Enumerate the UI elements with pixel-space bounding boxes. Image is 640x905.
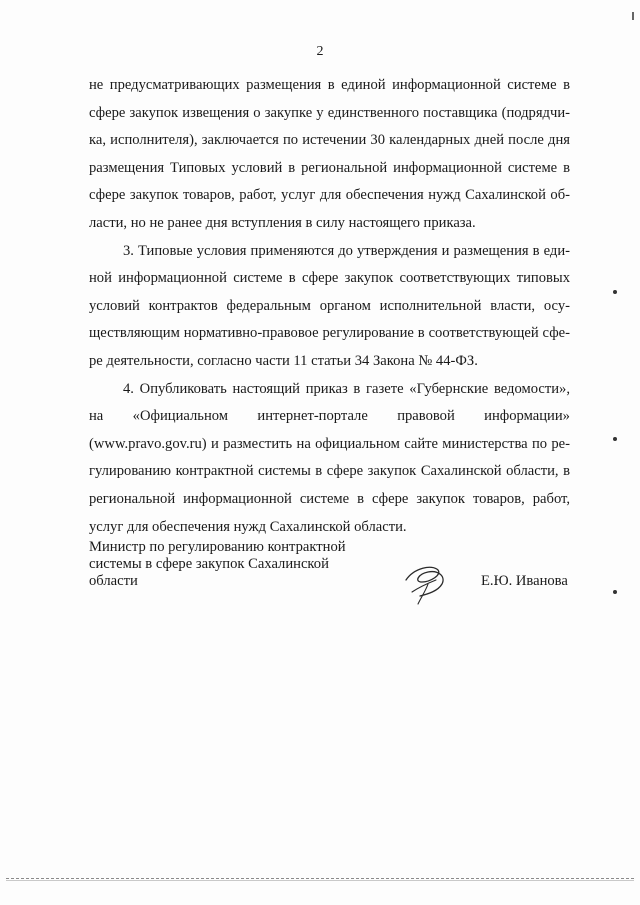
text-line: размещения Типовых условий в региональной информационной системе в (89, 159, 570, 176)
word: на (89, 408, 104, 425)
signer-position-line: системы в сфере закупок Сахалинской (89, 556, 329, 572)
text-line: ласти, но не ранее дня вступления в силу настоящего приказа. (89, 214, 476, 231)
signer-position (89, 539, 389, 590)
paragraph-item-3 (89, 238, 570, 376)
text-line: ной информационной системе в сфере закупок соответствующих типовых (89, 270, 570, 287)
page-bottom-rule (6, 880, 634, 881)
text-line: региональной информационной системе в сфере закупок товаров, работ, (89, 490, 570, 507)
text-line: не предусматривающих размещения в единой информационной системе в (89, 77, 570, 93)
signer-name: Е.Ю. Иванова (481, 573, 568, 589)
word: правовой (397, 408, 455, 425)
page-number: 2 (316, 44, 324, 59)
handwritten-signature (392, 558, 454, 606)
text-line: сфере закупок извещения о закупке у единственного поставщика (подрядчи- (89, 104, 570, 121)
document-body (89, 72, 570, 541)
scan-speck (613, 590, 617, 594)
text-line: 3. Типовые условия применяются до утверждения и размещения в еди- (123, 242, 570, 259)
word: интернет-портале (257, 408, 368, 425)
word: «Официальном (132, 408, 229, 425)
page-bottom-rule (6, 878, 634, 879)
text-line: ка, исполнителя), заключается по истечении 30 календарных дней после дня (89, 132, 570, 149)
text-line (89, 403, 570, 431)
scan-edge-mark (632, 12, 634, 20)
text-line: ществляющим нормативно-правовое регулирование в соответствующей сфе- (89, 325, 570, 342)
signer-position-line: области (89, 573, 138, 589)
text-line: гулированию контрактной системы в сфере закупок Сахалинской области, в (89, 463, 570, 480)
text-line: (www.pravo.gov.ru) и разместить на официальном сайте министерства по ре- (89, 435, 570, 452)
text-line: условий контрактов федеральным органом исполнительной власти, осу- (89, 297, 570, 314)
text-line: 4. Опубликовать настоящий приказ в газете «Губернские ведомости», (123, 380, 570, 397)
word: информации» (484, 408, 570, 425)
text-line: сфере закупок товаров, работ, услуг для обеспечения нужд Сахалинской об- (89, 187, 570, 204)
text-line: услуг для обеспечения нужд Сахалинской области. (89, 518, 407, 535)
signer-position-line: Министр по регулированию контрактной (89, 539, 346, 555)
scan-speck (613, 290, 617, 294)
paragraph-item-4 (89, 376, 570, 542)
paragraph-continuation (89, 72, 570, 238)
scan-speck (613, 437, 617, 441)
text-line: ре деятельности, согласно части 11 статьи 34 Закона № 44-ФЗ. (89, 352, 478, 369)
